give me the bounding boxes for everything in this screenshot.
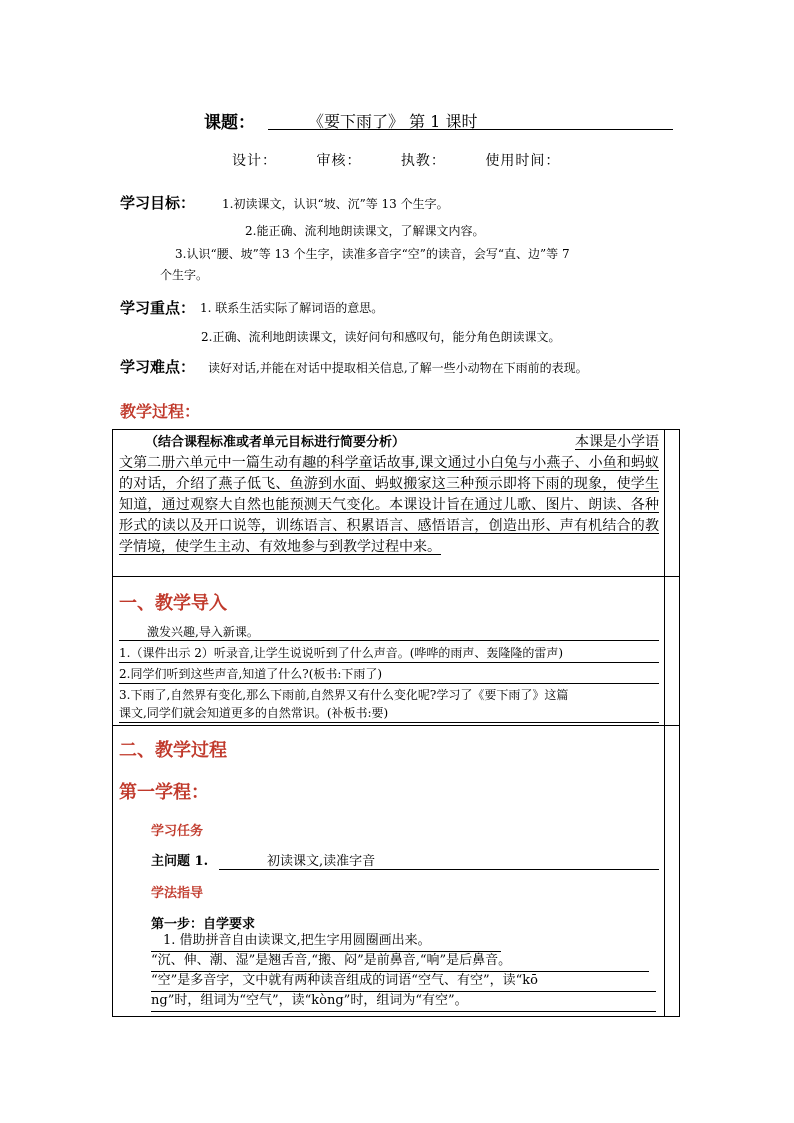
step-line: 1. 借助拼音自由读课文,把生字用圆圈画出来。 [151, 931, 501, 952]
section1-line: 激发兴趣,导入新课。 [119, 623, 659, 641]
right-column [664, 726, 679, 1016]
usage-time-label: 使用时间： [485, 153, 561, 169]
goal-item: 3.认识“腰、坡”等 13 个生字，读准多音字“空”的读音，会写“直、边”等 7 [175, 247, 570, 261]
key-point-item: 2.正确、流利地朗读课文，读好问句和感叹句，能分角色朗读课文。 [201, 330, 561, 344]
key-points-label: 学习重点： [120, 299, 196, 317]
first-stage-title: 第一学程： [119, 782, 209, 803]
teacher-label: 执教： [400, 153, 446, 169]
meta-row [232, 150, 594, 170]
right-column [664, 430, 679, 576]
designer-label: 设计： [232, 153, 277, 169]
key-point-item: 1. 联系生活实际了解词语的意思。 [200, 301, 384, 315]
main-question-text: 初读课文,读准字音 [219, 850, 659, 870]
process-title: 教学过程： [120, 402, 201, 421]
intro-analysis [119, 432, 659, 558]
goal-item: 个生字。 [160, 268, 209, 282]
goals-label: 学习目标： [120, 194, 196, 212]
section1-line: 课文,同学们就会知道更多的自然常识。(补板书:要) [119, 704, 659, 723]
step-line: “沉、伸、潮、湿”是翘舌音,“搬、闷”是前鼻音,“响”是后鼻音。 [151, 951, 649, 972]
goal-item: 2.能正确、流利地朗读课文，了解课文内容。 [245, 224, 485, 238]
difficulty-text: 读好对话,并能在对话中提取相关信息,了解一些小动物在下雨前的表现。 [208, 361, 588, 375]
section1-line: 1.（课件出示 2）听录音,让学生说说听到了什么声音。(哗哗的雨声、轰隆隆的雷声) [119, 644, 659, 663]
step-line: ng”时，组词为“空气”，读“kòng”时，组词为“有空”。 [151, 991, 656, 1012]
intro-heading: （结合课程标准或者单元目标进行简要分析） [145, 435, 406, 450]
main-question-label: 主问题 1. [151, 854, 209, 869]
difficulty-label: 学习难点： [120, 358, 196, 376]
task-label: 学习任务 [151, 824, 204, 839]
section2-title: 二、教学过程 [119, 740, 227, 761]
section-process-row [113, 726, 679, 1016]
intro-row [113, 430, 679, 577]
lesson-title: 《要下雨了》 第 1 课时 [268, 109, 673, 130]
section1-line: 2.同学们听到这些声音,知道了什么?(板书:下雨了) [119, 665, 659, 684]
intro-body: 本课是小学语文第二册六单元中一篇生动有趣的科学童话故事,课文通过小白兔与小燕子、小鱼和蚂蚁的对话，介绍了燕子低飞、鱼游到水面、蚂蚁搬家这三种预示即将下雨的现象，使学生知道，通过观察大自然也能预测天气变化。本课设计旨在通过儿歌、图片、朗读、各种形式的读以及开口说等，训练语言、积累语言、感悟语言，创造出形、声有机结合的教学情境，使学生主动、有效地参与到教学过程中来。 [119, 434, 659, 555]
section-intro-row [113, 577, 679, 726]
method-label: 学法指导 [151, 886, 204, 901]
section1-title: 一、教学导入 [119, 593, 227, 614]
step-line: “空”是多音字，文中就有两种读音组成的词语“空气、有空”，读“kō [151, 971, 656, 992]
reviewer-label: 审核： [316, 153, 362, 169]
section1-line: 3.下雨了,自然界有变化,那么下雨前,自然界又有什么变化呢?学习了《要下雨了》这篇 [119, 688, 569, 702]
title-label: 课题： [204, 113, 255, 133]
lesson-table [112, 429, 680, 1017]
right-column [664, 577, 679, 725]
step-label: 第一步：自学要求 [151, 917, 256, 932]
goal-item: 1.初读课文，认识“坡、沉”等 13 个生字。 [222, 197, 449, 211]
